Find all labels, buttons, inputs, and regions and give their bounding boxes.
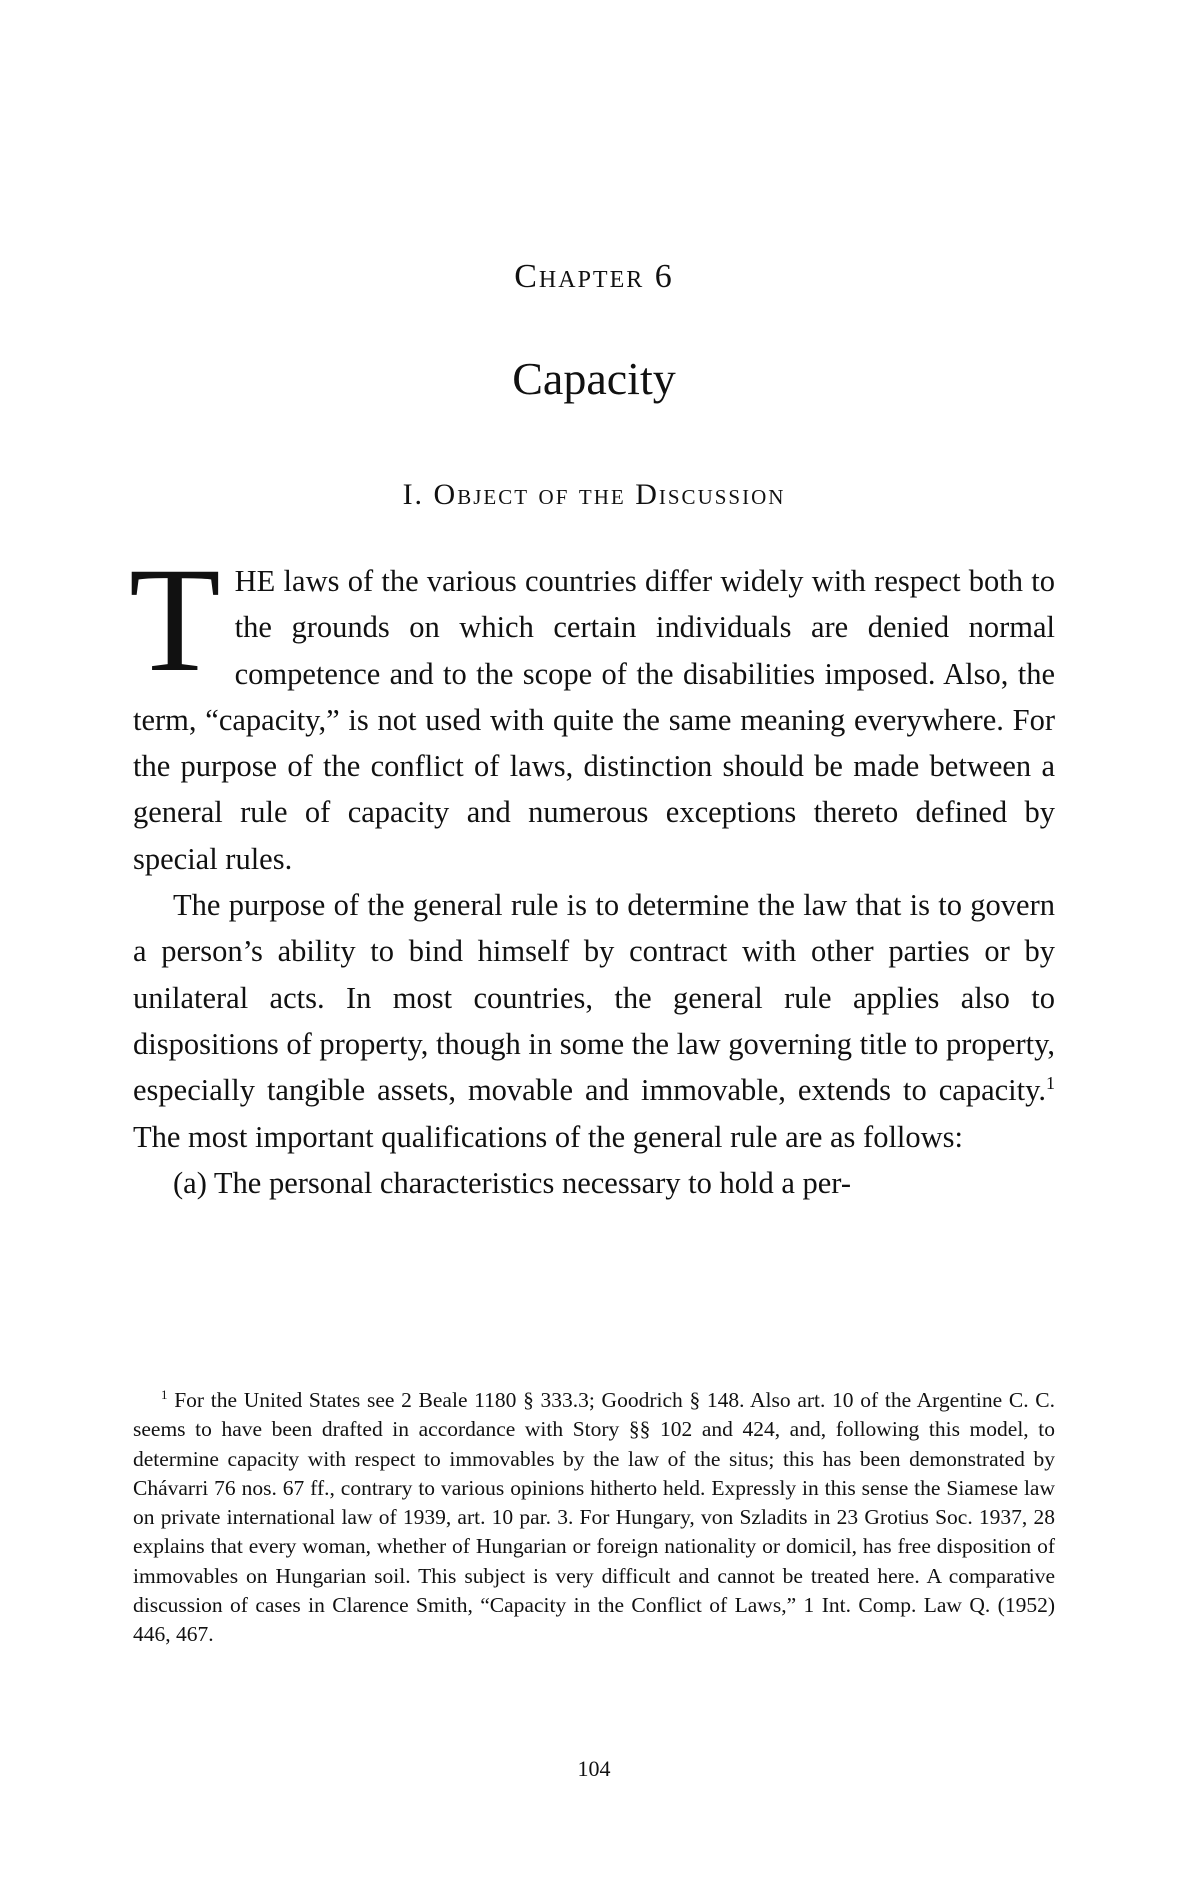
paragraph-2-text: The purpose of the general rule is to determine the law that is to govern a person’s ability to bind himself by contract with other parties or by unilateral acts. In most countries, the general rule applies also to dispositions of property, though in some the law governing title to property, especially tangible assets, movable and immovable, extends to capacity. — [133, 888, 1055, 1108]
paragraph-3-text: (a) The personal characteristics necessary to hold a per- — [173, 1165, 851, 1200]
body-text — [129, 537, 1055, 1206]
chapter-title: Capacity — [512, 353, 676, 404]
footnote-text: For the United States see 2 Beale 1180 § 333.3; Goodrich § 148. Also art. 10 of the Argentine C. C. seems to have been drafted in accordance with Story §§ 102 and 424, and, following this model, to determine capacity with respect to immovables by the law of the situs; this has been demonstrated by Chávarri 76 nos. 67 ff., contrary to various opinions hitherto held. Expressly in this sense the Siamese law on private international law of 1939, art. 10 par. 3. For Hungary, von Szladits in 23 Grotius Soc. 1937, 28 explains that every woman, whether of Hungarian or foreign nationality or domicil, has free disposition of immovables on Hungarian soil. This subject is very difficult and cannot be treated here. A comparative discussion of cases in Clarence Smith, “Capacity in the Conflict of Laws,” 1 Int. Comp. Law Q. (1952) 446, 467. — [133, 1388, 1056, 1647]
footnote-marker: 1 — [161, 1386, 168, 1402]
paragraph-2-text-after: The most important qualifications of the general rule are as follows: — [133, 1119, 964, 1154]
drop-cap-letter: T — [129, 537, 221, 703]
paragraph-3 — [133, 1160, 1055, 1206]
page-number: 104 — [577, 1756, 611, 1781]
footnote-paragraph — [133, 1386, 1055, 1650]
paragraph-2 — [133, 882, 1055, 1160]
chapter-label: Chapter 6 — [514, 258, 674, 295]
footnote-reference: 1 — [1046, 1073, 1055, 1094]
footnote — [133, 1386, 1055, 1650]
book-page — [129, 0, 1056, 1895]
paragraph-1 — [129, 537, 1055, 882]
paragraph-1-text: HE laws of the various countries differ widely with respect both to the grounds on which certain individuals are denied normal competence and to the scope of the disabilities imposed. Also, the term, “capacity,” is not used with quite the same meaning everywhere. For the purpose of the conflict of laws, distinction should be made between a general rule of capacity and numerous exceptions thereto defined by special rules. — [133, 564, 1055, 876]
section-heading: I. Object of the Discussion — [402, 478, 786, 511]
